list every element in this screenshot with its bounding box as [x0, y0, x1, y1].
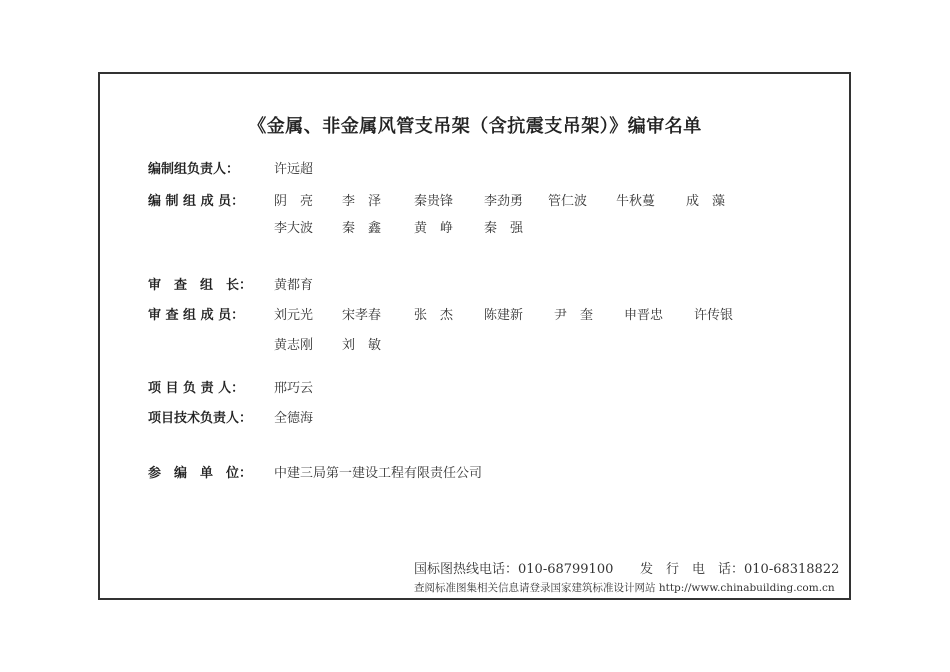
- review-members-label: 审 查 组 成 员：: [148, 308, 245, 323]
- review-member: 刘 敏: [342, 338, 382, 353]
- compile-member: 成 藻: [686, 194, 726, 209]
- compile-leader-label: 编制组负责人：: [148, 162, 240, 177]
- compile-member: 李劲勇: [484, 194, 524, 209]
- tech-leader-name: 全德海: [274, 411, 314, 426]
- tech-leader-label: 项目技术负责人：: [148, 411, 253, 426]
- review-leader-name: 黄都育: [274, 278, 314, 293]
- review-member: 陈建新: [484, 308, 524, 323]
- review-member: 黄志刚: [274, 338, 314, 353]
- compile-members-label: 编 制 组 成 员：: [148, 194, 245, 209]
- compile-member: 阴 亮: [274, 194, 314, 209]
- compile-member: 管仁波: [548, 194, 588, 209]
- project-leader-label: 项 目 负 责 人：: [148, 381, 245, 396]
- compile-member: 牛秋蔓: [616, 194, 656, 209]
- review-leader-label: 审 查 组 长：: [148, 278, 253, 293]
- review-member: 许传银: [694, 308, 734, 323]
- compile-member: 李大波: [274, 221, 314, 236]
- participant-label: 参 编 单 位：: [148, 466, 253, 481]
- review-member: 申晋忠: [624, 308, 664, 323]
- review-member: 张 杰: [414, 308, 454, 323]
- review-member: 尹 奎: [554, 308, 594, 323]
- review-member: 宋孝春: [342, 308, 382, 323]
- compile-member: 李 泽: [342, 194, 382, 209]
- compile-leader-name: 许远超: [274, 162, 314, 177]
- compile-member: 秦贵锋: [414, 194, 454, 209]
- project-leader-name: 邢巧云: [274, 381, 314, 396]
- website-note: 查阅标准图集相关信息请登录国家建筑标准设计网站 http://www.chinabuilding.com.cn: [414, 582, 835, 594]
- compile-member: 秦 鑫: [342, 221, 382, 236]
- hotline-text: 国标图热线电话：010-68799100: [414, 562, 614, 577]
- compile-member: 秦 强: [484, 221, 524, 236]
- page-title: 《金属、非金属风管支吊架（含抗震支吊架）》编审名单: [248, 116, 702, 137]
- compile-member: 黄 峥: [414, 221, 454, 236]
- participant-name: 中建三局第一建设工程有限责任公司: [274, 466, 483, 481]
- review-member: 刘元光: [274, 308, 314, 323]
- distribution-phone-text: 发 行 电 话：010-68318822: [640, 562, 840, 577]
- document-frame: [98, 72, 851, 600]
